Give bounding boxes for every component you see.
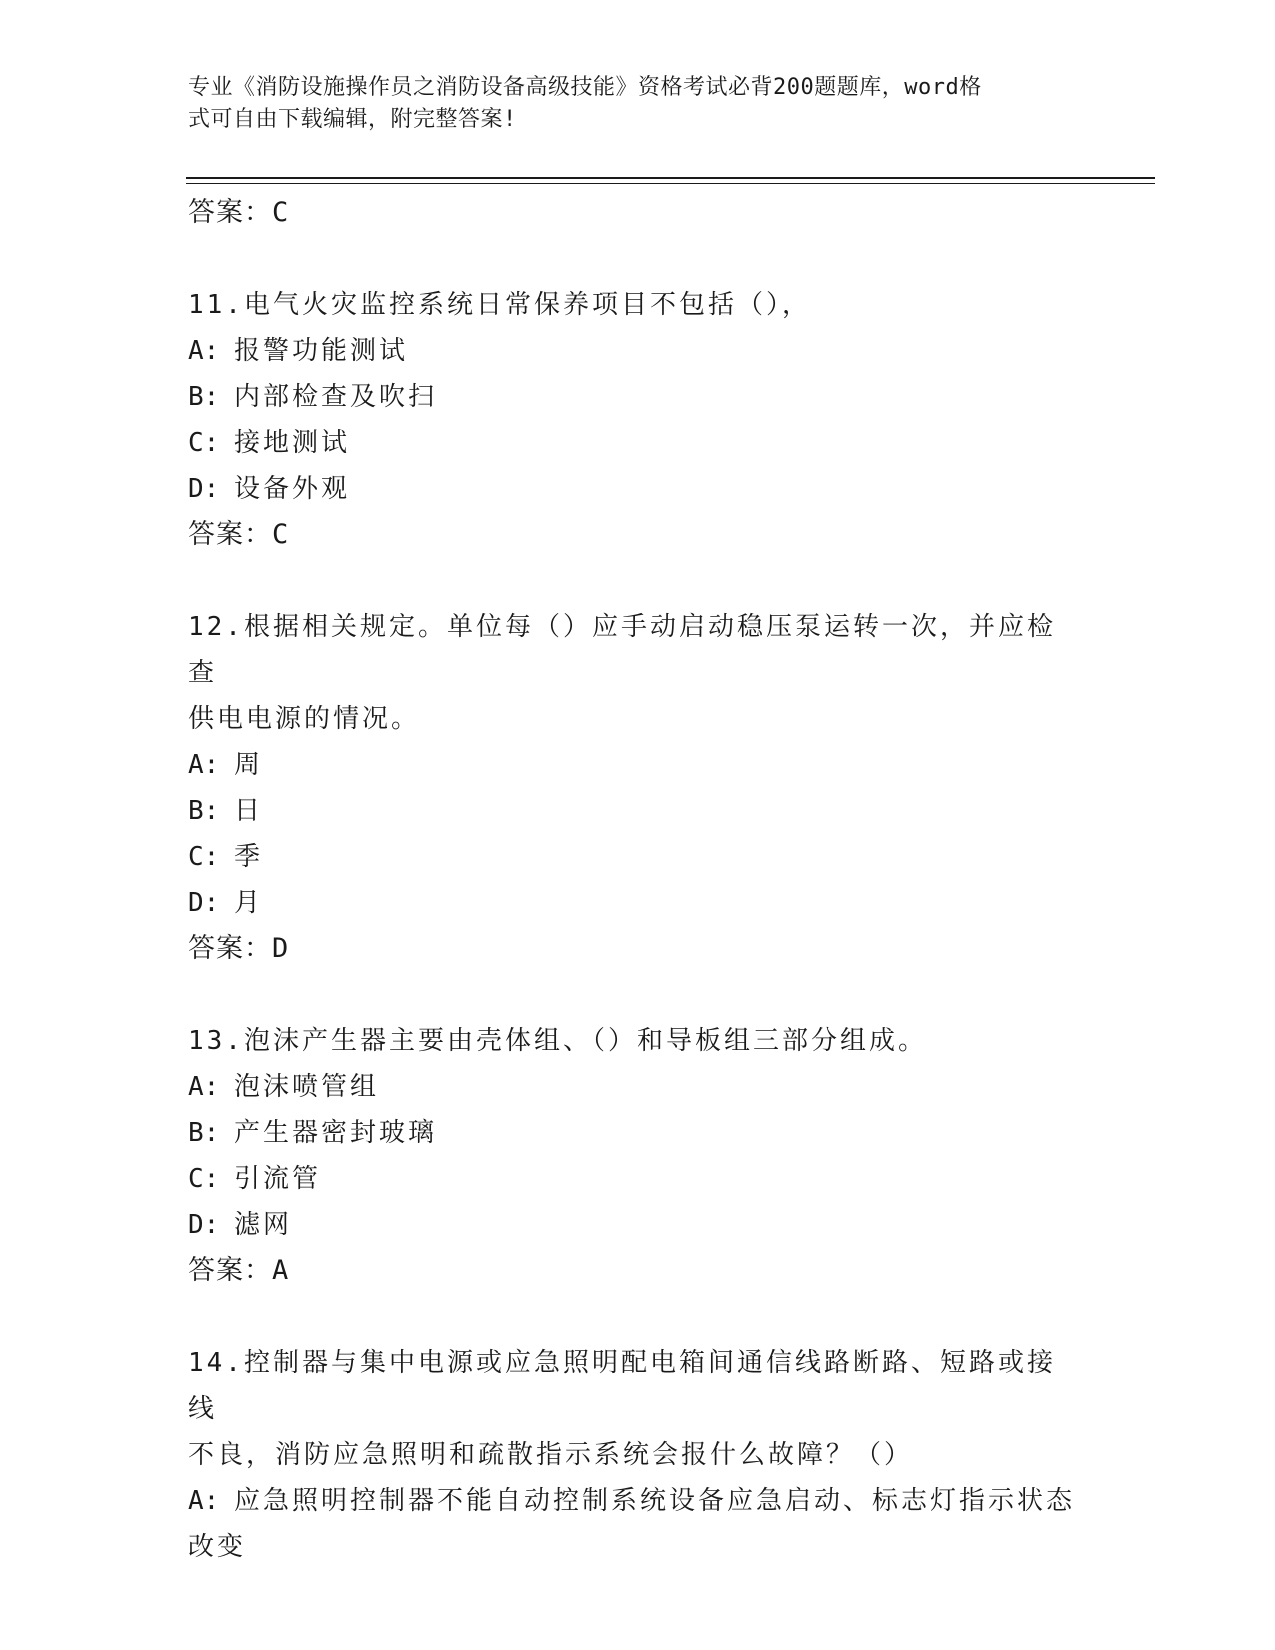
option-b — [188, 1110, 1078, 1156]
option-a — [188, 1064, 1078, 1110]
answer-label: 答案： — [188, 1255, 272, 1286]
answer-value: C — [272, 519, 289, 550]
option-d — [188, 466, 1078, 512]
option-text: 设备外观 — [234, 474, 351, 504]
answer-value: C — [272, 197, 289, 228]
question-block — [188, 282, 1078, 558]
option-a-continued: 改变 — [188, 1532, 247, 1562]
question-stem: 11.电气火灾监控系统日常保养项目不包括（）， — [188, 290, 811, 320]
answer-value: D — [272, 933, 289, 964]
option-d — [188, 1202, 1078, 1248]
option-text: 内部检查及吹扫 — [234, 382, 438, 412]
option-letter: A: — [188, 750, 220, 780]
option-letter: C: — [188, 1164, 220, 1194]
document-header — [188, 72, 1068, 136]
answer-label: 答案： — [188, 519, 272, 550]
option-text: 滤网 — [234, 1210, 293, 1240]
answer-line — [188, 512, 1078, 558]
option-text: 产生器密封玻璃 — [234, 1118, 438, 1148]
option-letter: B: — [188, 1118, 220, 1148]
option-text: 日 — [234, 796, 264, 826]
question-stem: 12.根据相关规定。单位每（）应手动启动稳压泵运转一次，并应检查 — [188, 612, 1056, 688]
option-letter: D: — [188, 474, 220, 504]
option-letter: A: — [188, 1072, 220, 1102]
question-stem-continued: 供电电源的情况。 — [188, 704, 421, 734]
header-line-2: 式可自由下载编辑，附完整答案! — [188, 107, 517, 132]
option-text: 接地测试 — [234, 428, 351, 458]
option-a — [188, 1478, 1078, 1524]
answer-value: A — [272, 1255, 289, 1286]
option-text: 泡沫喷管组 — [234, 1072, 380, 1102]
option-c — [188, 834, 1078, 880]
question-stem-continued: 不良，消防应急照明和疏散指示系统会报什么故障？（） — [188, 1440, 914, 1470]
header-line-1: 专业《消防设施操作员之消防设备高级技能》资格考试必背200题题库，word格 — [188, 75, 982, 100]
answer-line — [188, 190, 1078, 236]
answer-line — [188, 926, 1078, 972]
option-b — [188, 374, 1078, 420]
option-letter: C: — [188, 842, 220, 872]
option-letter: B: — [188, 796, 220, 826]
header-divider-thin — [186, 183, 1155, 184]
option-letter: C: — [188, 428, 220, 458]
question-list — [188, 190, 1078, 1570]
option-text: 周 — [234, 750, 264, 780]
option-letter: D: — [188, 888, 220, 918]
option-text: 应急照明控制器不能自动控制系统设备应急启动、标志灯指示状态 — [234, 1486, 1076, 1516]
question-block — [188, 1018, 1078, 1294]
question-stem: 13.泡沫产生器主要由壳体组、（）和导板组三部分组成。 — [188, 1026, 927, 1056]
option-a — [188, 328, 1078, 374]
option-letter: D: — [188, 1210, 220, 1240]
option-text: 报警功能测试 — [234, 336, 409, 366]
answer-label: 答案： — [188, 197, 272, 228]
option-letter: B: — [188, 382, 220, 412]
question-block — [188, 604, 1078, 972]
option-c — [188, 420, 1078, 466]
header-divider-thick — [186, 177, 1155, 179]
option-b — [188, 788, 1078, 834]
answer-line — [188, 1248, 1078, 1294]
question-stem: 14.控制器与集中电源或应急照明配电箱间通信线路断路、短路或接线 — [188, 1348, 1056, 1424]
option-d — [188, 880, 1078, 926]
option-text: 月 — [234, 888, 264, 918]
option-c — [188, 1156, 1078, 1202]
option-text: 季 — [234, 842, 264, 872]
option-text: 引流管 — [234, 1164, 322, 1194]
option-letter: A: — [188, 336, 220, 366]
option-letter: A: — [188, 1486, 220, 1516]
option-a — [188, 742, 1078, 788]
question-block — [188, 1340, 1078, 1570]
answer-label: 答案： — [188, 933, 272, 964]
